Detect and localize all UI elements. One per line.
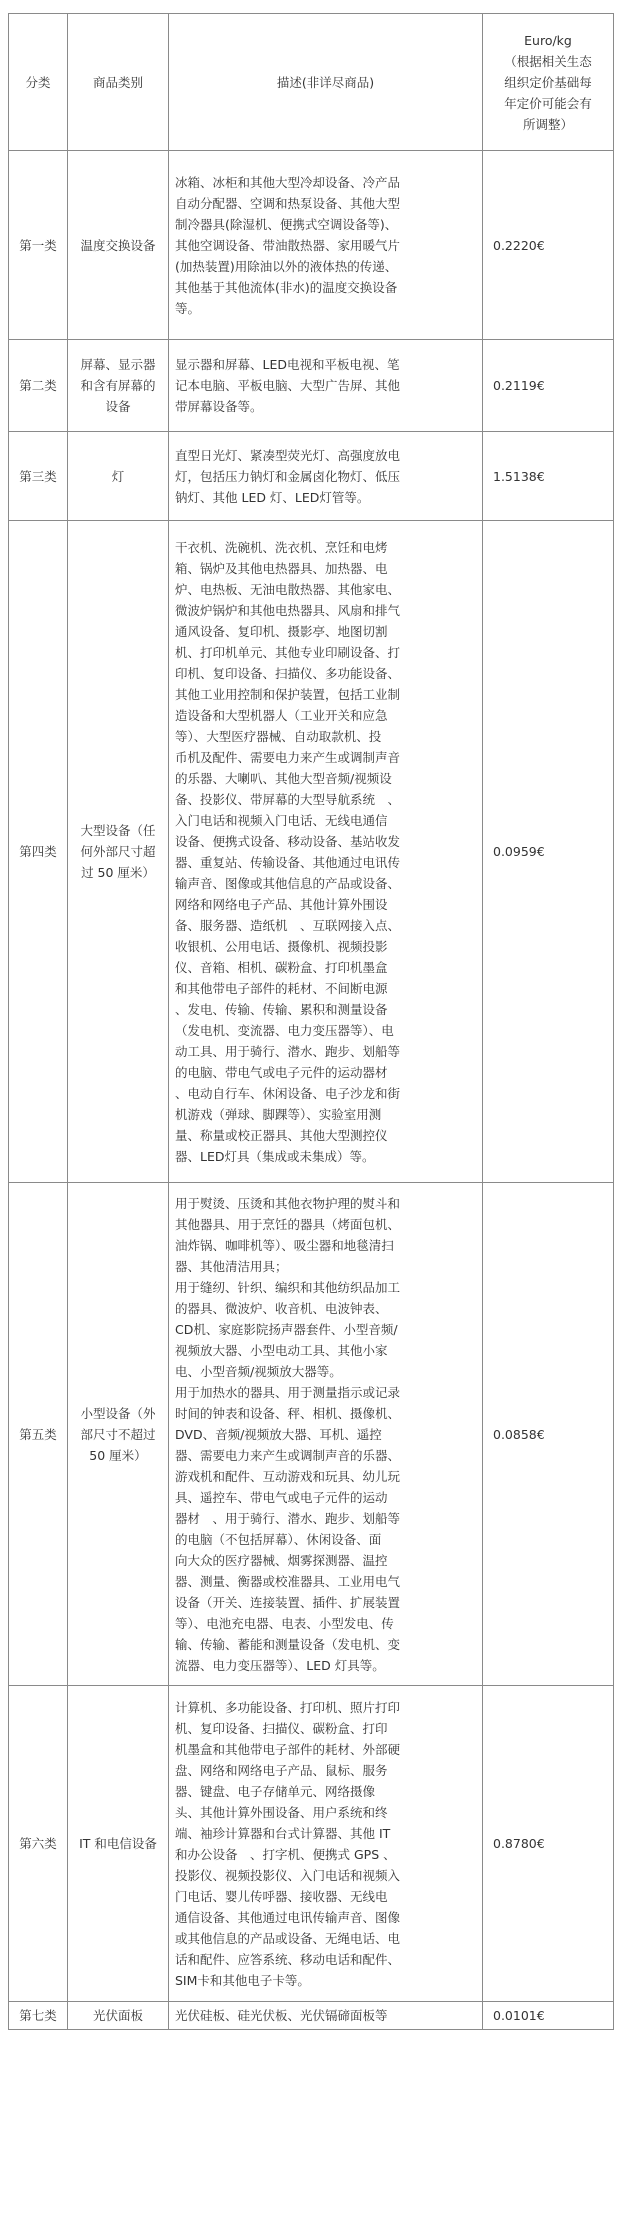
row-category: 温度交换设备 <box>68 151 169 340</box>
row-description <box>169 1686 483 2002</box>
description-line: DVD、音频/视频放大器、耳机、遥控 <box>175 1426 382 1442</box>
description-line: 带屏幕设备等。 <box>175 399 263 414</box>
row-description <box>169 340 483 432</box>
row-class: 第六类 <box>9 1686 68 2002</box>
header-fee-line: 组织定价基础每 <box>504 74 592 90</box>
description-line: CD机、家庭影院扬声器套件、小型音频/ <box>175 1321 398 1337</box>
description-line: 用于加热水的器具、用于测量指示或记录 <box>175 1384 401 1400</box>
description-line: 记本电脑、平板电脑、大型广告屏、其他 <box>175 378 401 393</box>
description-line: 的电脑（不包括屏幕）、休闲设备、面 <box>175 1531 382 1547</box>
row-fee: 1.5138€ <box>483 432 614 521</box>
description-line: 其他空调设备、带油散热器、家用暖气片 <box>175 237 401 253</box>
description-line: 仪、音箱、相机、碳粉盒、打印机墨盒 <box>175 959 388 975</box>
description-line: 设备（开关、连接装置、插件、扩展装置 <box>175 1594 401 1610</box>
row-description <box>169 2002 483 2030</box>
row-fee: 0.0959€ <box>483 521 614 1183</box>
description-line: 投影仪、视频投影仪、入门电话和视频入 <box>175 1867 401 1883</box>
header-class: 分类 <box>9 14 68 151</box>
eee-fee-table <box>8 13 614 2030</box>
description-line: 干衣机、洗碗机、洗衣机、烹饪和电烤 <box>175 539 388 555</box>
description-line: 计算机、多功能设备、打印机、照片打印 <box>175 1699 401 1715</box>
row-fee: 0.2220€ <box>483 151 614 340</box>
description-line: 器、需要电力来产生或调制声音的乐器、 <box>175 1447 401 1463</box>
table-row <box>9 151 614 340</box>
description-line: 向大众的医疗器械、烟雾探测器、温控 <box>175 1552 388 1568</box>
description-line: 和其他带电子部件的耗材、不间断电源 <box>175 980 388 996</box>
description-line: 流器、电力变压器等）、LED 灯具等。 <box>175 1657 385 1673</box>
row-fee: 0.8780€ <box>483 1686 614 2002</box>
description-line: 游戏机和配件、互动游戏和玩具、幼儿玩 <box>175 1468 401 1484</box>
row-category: 灯 <box>68 432 169 521</box>
description-line: 等）、电池充电器、电表、小型发电、传 <box>175 1615 394 1631</box>
description-line: 器、测量、衡器或校准器具、工业用电气 <box>175 1573 401 1589</box>
description-line: 、发电、传输、传输、累积和测量设备 <box>175 1001 388 1017</box>
description-line: 电、小型音频/视频放大器等。 <box>175 1363 342 1379</box>
row-class: 第四类 <box>9 521 68 1183</box>
table-row <box>9 2002 614 2030</box>
description-line: 机、打印机单元、其他专业印刷设备、打 <box>175 644 401 660</box>
description-line: 冰箱、冰柜和其他大型冷却设备、冷产品 <box>175 174 401 190</box>
header-description: 描述(非详尽商品) <box>169 14 483 151</box>
description-line: 器、其他清洁用具； <box>175 1258 288 1274</box>
description-line: 通风设备、复印机、摄影亭、地图切割 <box>175 623 388 639</box>
row-category: IT 和电信设备 <box>68 1686 169 2002</box>
description-line: 量、称量或校正器具、其他大型测控仪 <box>175 1127 388 1143</box>
description-line: (加热装置)用除油以外的液体热的传递、 <box>175 258 398 274</box>
description-line: 油炸锅、咖啡机等）、吸尘器和地毯清扫 <box>175 1237 394 1253</box>
description-line: 端、袖珍计算器和台式计算器、其他 IT <box>175 1825 391 1841</box>
description-line: 光伏硅板、硅光伏板、光伏镉碲面板等 <box>175 2008 388 2023</box>
header-row <box>9 14 614 151</box>
description-line: 炉、电热板、无油电散热器、其他家电、 <box>175 581 401 597</box>
description-line: 直型日光灯、紧凑型荧光灯、高强度放电 <box>175 447 401 463</box>
description-line: 网络和网络电子产品、其他计算外围设 <box>175 896 388 912</box>
description-line: 的乐器、大喇叭、其他大型音频/视频设 <box>175 770 392 786</box>
description-line: 钠灯、其他 LED 灯、LED灯管等。 <box>175 489 370 505</box>
table-row <box>9 1183 614 1686</box>
row-class: 第三类 <box>9 432 68 521</box>
description-line: 或其他信息的产品或设备、无绳电话、电 <box>175 1930 401 1946</box>
row-category: 小型设备（外部尺寸不超过 50 厘米） <box>68 1183 169 1686</box>
header-fee <box>483 14 614 151</box>
description-line: 印机、复印设备、扫描仪、多功能设备、 <box>175 665 401 681</box>
description-line: 自动分配器、空调和热泵设备、其他大型 <box>175 195 401 211</box>
header-category: 商品类别 <box>68 14 169 151</box>
description-line: 其他器具、用于烹饪的器具（烤面包机、 <box>175 1216 401 1232</box>
row-description <box>169 432 483 521</box>
description-line: 机、复印设备、扫描仪、碳粉盒、打印 <box>175 1720 388 1736</box>
description-line: 用于熨烫、压烫和其他衣物护理的熨斗和 <box>175 1195 401 1211</box>
row-fee: 0.0101€ <box>483 2002 614 2030</box>
description-line: 机游戏（弹球、脚踝等）、实验室用测 <box>175 1106 382 1122</box>
row-description <box>169 1183 483 1686</box>
description-line: 灯，包括压力钠灯和金属卤化物灯、低压 <box>175 468 401 484</box>
description-line: 等。 <box>175 300 201 316</box>
table-row <box>9 1686 614 2002</box>
description-line: 入门电话和视频入门电话、无线电通信 <box>175 812 388 828</box>
table-row <box>9 521 614 1183</box>
row-class: 第一类 <box>9 151 68 340</box>
description-line: 的电脑、带电气或电子元件的运动器材 <box>175 1064 388 1080</box>
header-fee-line: （根据相关生态 <box>504 53 592 69</box>
description-line: （发电机、变流器、电力变压器等）、电 <box>175 1022 394 1038</box>
description-line: 器、重复站、传输设备、其他通过电讯传 <box>175 854 401 870</box>
description-line: 视频放大器、小型电动工具、其他小家 <box>175 1342 388 1358</box>
description-line: 币机及配件、需要电力来产生或调制声音 <box>175 749 401 765</box>
description-line: 盘、网络和网络电子产品、鼠标、服务 <box>175 1762 388 1778</box>
description-line: 头、其他计算外围设备、用户系统和终 <box>175 1804 388 1820</box>
description-line: 器材 、用于骑行、潜水、跑步、划船等 <box>175 1510 401 1526</box>
description-line: 其他基于其他流体(非水)的温度交换设备 <box>175 279 398 295</box>
description-line: 用于缝纫、针织、编织和其他纺织品加工 <box>175 1279 401 1295</box>
row-fee: 0.0858€ <box>483 1183 614 1686</box>
description-line: 的器具、微波炉、收音机、电波钟表、 <box>175 1300 388 1316</box>
description-line: 设备、便携式设备、移动设备、基站收发 <box>175 833 401 849</box>
description-line: 备、服务器、造纸机 、互联网接入点、 <box>175 917 401 933</box>
header-fee-line: Euro/kg <box>524 32 572 48</box>
description-line: 收银机、公用电话、摄像机、视频投影 <box>175 938 388 954</box>
description-line: 其他工业用控制和保护装置，包括工业制 <box>175 686 401 702</box>
description-line: 话和配件、应答系统、移动电话和配件、 <box>175 1951 401 1967</box>
row-class: 第二类 <box>9 340 68 432</box>
description-line: 器、键盘、电子存储单元、网络摄像 <box>175 1783 376 1799</box>
header-fee-line: 年定价可能会有 <box>504 95 592 111</box>
description-line: 时间的钟表和设备、秤、相机、摄像机、 <box>175 1405 401 1421</box>
row-description <box>169 521 483 1183</box>
description-line: 通信设备、其他通过电讯传输声音、图像 <box>175 1909 401 1925</box>
description-line: 动工具、用于骑行、潜水、跑步、划船等 <box>175 1043 401 1059</box>
description-line: SIM卡和其他电子卡等。 <box>175 1972 310 1988</box>
row-category: 屏幕、显示器和含有屏幕的设备 <box>68 340 169 432</box>
description-line: 输、传输、蓄能和测量设备（发电机、变 <box>175 1636 401 1652</box>
header-fee-line: 所调整） <box>522 116 573 132</box>
row-fee: 0.2119€ <box>483 340 614 432</box>
table-row <box>9 432 614 521</box>
description-line: 等）、大型医疗器械、自动取款机、投 <box>175 728 382 744</box>
description-line: 微波炉锅炉和其他电热器具、风扇和排气 <box>175 602 401 618</box>
table-row <box>9 340 614 432</box>
description-line: 制冷器具(除湿机、便携式空调设备等)、 <box>175 216 398 232</box>
description-line: 机墨盒和其他带电子部件的耗材、外部硬 <box>175 1741 401 1757</box>
row-category: 大型设备（任何外部尺寸超过 50 厘米） <box>68 521 169 1183</box>
description-line: 输声音、图像或其他信息的产品或设备、 <box>175 875 401 891</box>
row-category: 光伏面板 <box>68 2002 169 2030</box>
description-line: 备、投影仪、带屏幕的大型导航系统 、 <box>175 791 401 807</box>
description-line: 、电动自行车、休闲设备、电子沙龙和街 <box>175 1085 401 1101</box>
table-body <box>9 151 614 2030</box>
description-line: 具、遥控车、带电气或电子元件的运动 <box>175 1489 388 1505</box>
row-class: 第七类 <box>9 2002 68 2030</box>
description-line: 显示器和屏幕、LED电视和平板电视、笔 <box>175 357 400 372</box>
description-line: 造设备和大型机器人（工业开关和应急 <box>175 707 388 723</box>
row-class: 第五类 <box>9 1183 68 1686</box>
description-line: 箱、锅炉及其他电热器具、加热器、电 <box>175 560 388 576</box>
row-description <box>169 151 483 340</box>
description-line: 门电话、婴儿传呼器、接收器、无线电 <box>175 1888 388 1904</box>
description-line: 和办公设备 、打字机、便携式 GPS 、 <box>175 1846 396 1862</box>
description-line: 器、LED灯具（集成或未集成）等。 <box>175 1148 375 1164</box>
